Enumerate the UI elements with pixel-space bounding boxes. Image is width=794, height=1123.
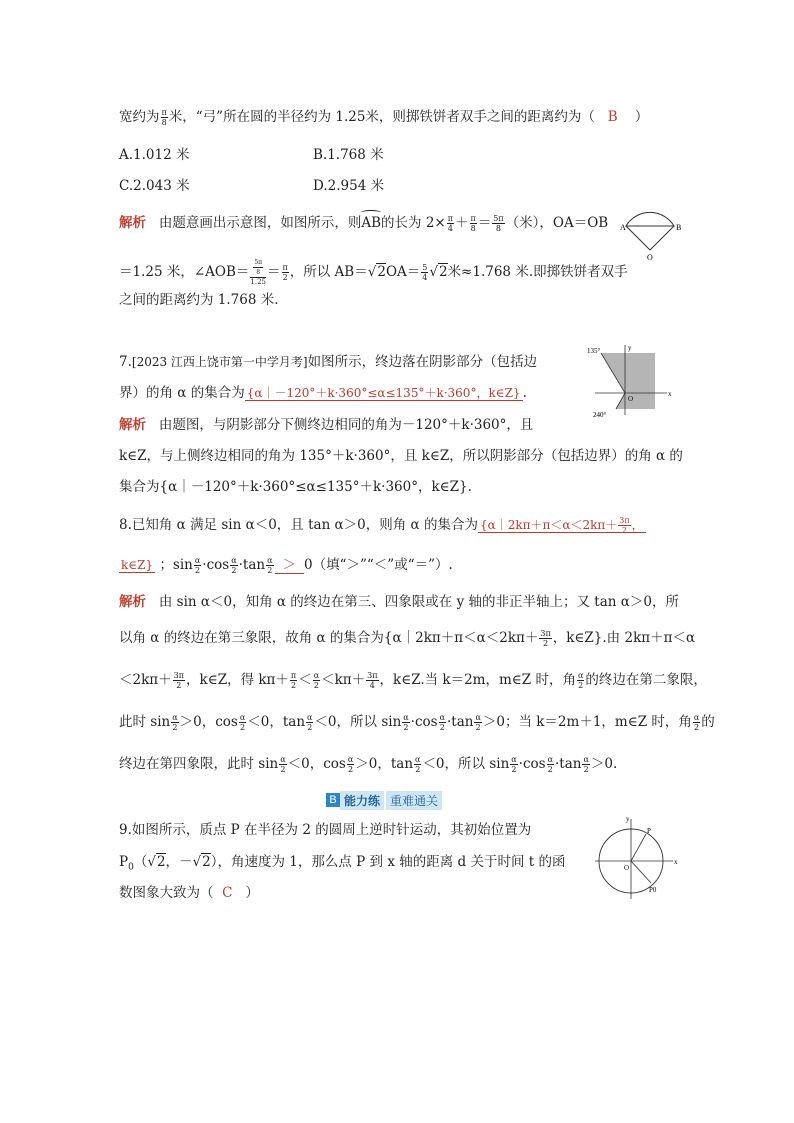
q8-stem-line2: k∈Z} ；sin $\frac{\alpha}{2}$ ·cos $\frac{\alpha}{2}$ ·tan $\frac{\alpha}{2}$ ＞ 0（填“＞”“＜”或“＝”）. [121, 556, 453, 575]
svg-text:x: x [668, 390, 672, 398]
q9-circle-diagram [593, 813, 683, 903]
svg-text:135°: 135° [587, 347, 601, 355]
q6-option-c: C.2.043 米 [119, 178, 190, 194]
q9-stem-line3: 数图象大致为（ C ） [119, 885, 259, 901]
q6-solution-line3: 之间的距离约为 1.768 米. [119, 292, 279, 308]
q7-solution-line2: k∈Z，与上侧终边相同的角为 135°＋k·360°，且 k∈Z，所以阴影部分（包括边界）的角 α 的 [119, 448, 683, 464]
q9-stem-line2: $P_0(√2$，－√2），角速度为 1，那么点 P 到 x 轴的距离 d 关于时间 t 的函 [119, 854, 566, 873]
label-o: O [647, 253, 653, 262]
svg-text:O: O [624, 864, 630, 872]
q9-stem-line1: 9.如图所示，质点 P 在半径为 2 的圆周上逆时针运动，其初始位置为 [119, 822, 532, 838]
q6-option-b: B.1.768 米 [313, 147, 384, 163]
q8-solution-line2: 以角 α 的终边在第三象限，故角 α 的集合为{α｜2kπ＋π＜α＜2kπ＋ $\frac{3\pi}{2}$ ，k∈Z}.由 2kπ＋π＜α [119, 629, 696, 648]
q8-answer-sign: ＞ [275, 557, 305, 574]
svg-text:P0: P0 [649, 886, 657, 894]
q6-option-d: D.2.954 米 [313, 178, 385, 194]
label-a: A [620, 223, 626, 232]
q7-solution-line1: 解析 由题图，与阴影部分下侧终边相同的角为－120°＋k·360°，且 [119, 417, 534, 433]
section-title: 能力练 [340, 791, 384, 810]
section-subtitle: 重难通关 [386, 791, 442, 810]
q8-solution-line1: 解析 由 sin α＜0，知角 α 的终边在第三、四象限或在 y 轴的非正半轴上；又 tan α＞0，所 [119, 594, 679, 610]
q6-solution-line2: ＝1.25 米，∠AOB＝ $\frac{\frac{5\pi}{8}}{1.25}$ ＝ $\frac{\pi}{2}$ ，所以 AB＝√2OA＝ $\frac{5}{4}$ √2米≈1.768 米.即掷铁饼者双手 [119, 259, 628, 286]
svg-text:y: y [626, 815, 630, 823]
q7-shaded-angle-diagram [585, 341, 675, 421]
q7-stem-line1: 7.[2023 江西上饶市第一中学月考]如图所示，终边落在阴影部分（包括边 [119, 354, 538, 370]
q9-answer: C [222, 885, 233, 901]
q8-answer-set: {α｜2kπ＋π＜α＜2kπ＋ $\frac{3\pi}{2}$ ， [479, 516, 644, 535]
q6-stem: 宽约为 $\frac{\pi}{8}$ 米，“弓”所在圆的半径约为 1.25米，则掷铁饼者双手之间的距离约为（ B ） [119, 108, 649, 127]
q8-solution-line4: 此时 sin $\frac{\alpha}{2}$ ＞0，cos $\frac{\alpha}{2}$ ＜0，tan $\frac{\alpha}{2}$ ＜0，所以 sin $\frac{\alpha}{2}$ ·cos $\frac{\alpha}{2}$ ·tan $\frac{\alpha}{2}$ ＞0；当 k＝2m＋1，m∈Z 时，角 $\frac{\alpha}{2}$ 的 [119, 713, 715, 732]
q7-stem-line2: 界）的角 α 的集合为 {α｜－120°＋k·360°≤α≤135°＋k·360°，k∈Z} . [119, 385, 527, 401]
q6-option-a: A.1.012 米 [119, 147, 190, 163]
section-badge [326, 791, 442, 809]
svg-text:240°: 240° [593, 411, 607, 419]
arc-ab: AB [361, 215, 382, 231]
svg-text:x: x [674, 858, 678, 866]
q8-solution-line5: 终边在第四象限，此时 sin $\frac{\alpha}{2}$ ＜0，cos $\frac{\alpha}{2}$ ＞0，tan $\frac{\alpha}{2}$ ＜0，所以 sin $\frac{\alpha}{2}$ ·cos $\frac{\alpha}{2}$ ·tan $\frac{\alpha}{2}$ ＞0. [119, 755, 618, 774]
svg-text:y: y [628, 344, 632, 352]
svg-text:P: P [647, 827, 651, 835]
q7-answer: {α｜－120°＋k·360°≤α≤135°＋k·360°，k∈Z} [246, 386, 521, 400]
q7-solution-line3: 集合为{α｜－120°＋k·360°≤α≤135°＋k·360°，k∈Z}. [119, 479, 472, 495]
q6-answer: B [607, 109, 618, 125]
q6-sector-diagram [620, 212, 680, 262]
q6-solution-line1: 解析 由题意画出示意图，如图所示，则AB的长为 2× $\frac{\pi}{4}$ ＋ $\frac{\pi}{8}$ ＝ $\frac{5\pi}{8}$ （米），OA＝OB [119, 214, 609, 233]
section-letter: B [326, 793, 340, 807]
nested-fraction: $\frac{\frac{5\pi}{8}}{1.25}$ [250, 259, 266, 286]
jiexi-label: 解析 [119, 215, 146, 231]
q8-solution-line3: ＜2kπ＋ $\frac{3\pi}{2}$ ，k∈Z，得 kπ＋ $\frac{\pi}{2}$ ＜ $\frac{\alpha}{2}$ ＜kπ＋ $\frac{3\pi}{4}$ ，k∈Z.当 k＝2m，m∈Z 时，角 $\frac{\alpha}{2}$ 的终边在第二象限， [119, 671, 707, 690]
svg-text:O: O [628, 395, 634, 403]
fraction-pi-over-8: $\frac{\pi}{8}$ [161, 108, 167, 127]
label-b: B [676, 223, 682, 232]
q8-stem-line1: 8.已知角 α 满足 sin α＜0，且 tan α＞0，则角 α 的集合为 {α｜2kπ＋π＜α＜2kπ＋ $\frac{3\pi}{2}$ ， [119, 516, 644, 535]
